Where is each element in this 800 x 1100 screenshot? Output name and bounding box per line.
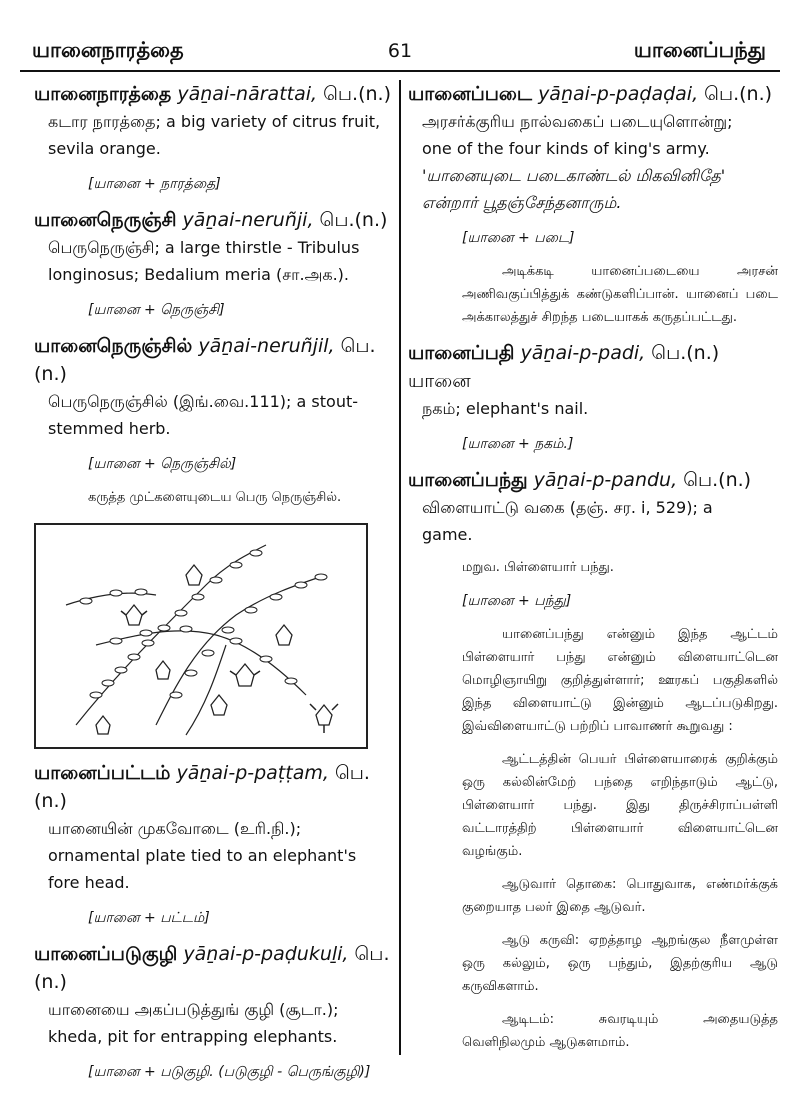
- entry-note: ஆட்டத்தின் பெயர் பிள்ளையாரைக் குறிக்கும் ஒரு கல்லின்மேற் பந்தை எறிந்தாடும் ஆட்டு, பிள்ளையார் பந்து. இது திருச்சிராப்பள்ளி வட்டாரத்திற் பிள்ளையார் விளையாட்டென வழங்கும்.: [462, 752, 778, 859]
- entry-head: [34, 759, 392, 815]
- transliteration: yāṉai-p-paḍukuḻi,: [183, 943, 349, 965]
- definition-line: அரசர்க்குரிய நால்வகைப் படையுளொன்று;: [422, 112, 733, 131]
- definition-line: யானையின் முகவோடை (உரி.நி.);: [48, 819, 302, 838]
- definition-line: விளையாட்டு வகை (தஞ். சர. i, 529); a: [422, 498, 713, 517]
- definition-line: stemmed herb.: [48, 419, 171, 438]
- entry-head: [34, 332, 392, 388]
- entry-head: [408, 80, 778, 108]
- entry-note: அடிக்கடி யானைப்படையை அரசன் அணிவகுப்பித்துக் கண்டுகளிப்பான். யானைப் படை அக்காலத்துச் சிறந்த படையாகக் கருதப்பட்டது.: [462, 264, 778, 325]
- entry-note: யானைப்பந்து என்னும் இந்த ஆட்டம் பிள்ளையார் பந்து என்னும் விளையாட்டென மொழிஞாயிறு குறித்துள்ளார்; ஊரகப் பகுதிகளில் இந்த விளையாட்டு இன்னும் ஆடப்படுகிறது. இவ்விளையாட்டு பற்றிப் பாவாணர் கூறுவது :: [462, 627, 778, 734]
- part-of-speech: பெ.(n.): [319, 209, 388, 231]
- variant-note: மறுவ. பிள்ளையார் பந்து.: [462, 560, 614, 575]
- column-divider: [399, 80, 401, 1055]
- dictionary-entry: [34, 80, 392, 194]
- definition-line: one of the four kinds of king's army.: [422, 139, 710, 158]
- headword: யானைப்படுகுழி: [34, 943, 178, 965]
- entry-note: கருத்த முட்களையுடைய பெரு நெருஞ்சில்.: [88, 490, 342, 505]
- headword: யானைப்படை: [408, 83, 533, 105]
- transliteration: yāṉai-neruñjil,: [198, 335, 335, 357]
- dictionary-entry: [408, 80, 778, 329]
- dictionary-entry: [34, 332, 392, 509]
- definition-line: பெருநெருஞ்சில் (இங்.வை.111); a stout-: [48, 392, 358, 411]
- transliteration: yāṉai-p-paḍaḍai,: [538, 83, 699, 105]
- entry-note: ஆடிடம்: சுவரடியும் அதையடுத்த வெளிநிலமும் ஆடுகளமாம்.: [462, 1012, 778, 1050]
- part-of-speech: பெ.(n.) யானை: [408, 342, 720, 392]
- definition-line: sevila orange.: [48, 139, 161, 158]
- quotation-line: என்றார் பூதஞ்சேந்தனாரும்.: [422, 193, 622, 212]
- dictionary-entry: [34, 759, 392, 928]
- etymology: [யானை + பட்டம்]: [88, 910, 210, 926]
- definition-line: பெருநெருஞ்சி; a large thirstle - Tribulus: [48, 238, 360, 257]
- entry-note: ஆடுவார் தொகை: பொதுவாக, எண்மர்க்குக் குறையாத பலர் இதை ஆடுவர்.: [462, 877, 778, 915]
- headword: யானைநெருஞ்சி: [34, 209, 177, 231]
- dictionary-entry: [408, 339, 778, 454]
- part-of-speech: பெ.(n.): [704, 83, 773, 105]
- header-right-guideword: யானைப்பந்து: [633, 38, 766, 62]
- etymology: [யானை + நெருஞ்சி]: [88, 302, 225, 318]
- entry-head: [34, 940, 392, 996]
- transliteration: yāṉai-p-pandu,: [533, 469, 678, 491]
- plant-illustration: [34, 523, 368, 749]
- etymology: [யானை + பந்து]: [462, 593, 572, 609]
- tribulus-plant-drawing: [36, 525, 366, 747]
- definition-line: யானையை அகப்படுத்துங் குழி (சூடா.);: [48, 1000, 339, 1019]
- left-column: [34, 80, 392, 1080]
- etymology: [யானை + படுகுழி. (படுகுழி - பெருங்குழி)]: [88, 1064, 371, 1080]
- entry-note: ஆடு கருவி: ஏறத்தாழ ஆறங்குல நீளமுள்ள ஒரு கல்லும், ஒரு பந்தும், இதற்குரிய ஆடு கருவிகளாம்.: [462, 933, 778, 994]
- etymology: [யானை + நெருஞ்சில்]: [88, 456, 237, 472]
- part-of-speech: பெ.(n.): [34, 762, 370, 812]
- quotation-line: 'யானையுடை படைகாண்டல் மிகவினிதே': [422, 166, 726, 185]
- transliteration: yāṉai-p-padi,: [520, 342, 646, 364]
- headword: யானைப்பதி: [408, 342, 515, 364]
- part-of-speech: பெ.(n.): [323, 83, 391, 105]
- transliteration: yāṉai-p-paṭṭam,: [176, 762, 329, 784]
- right-column: [408, 80, 778, 1070]
- part-of-speech: பெ.(n.): [34, 335, 376, 385]
- headword: யானைநாரத்தை: [34, 83, 172, 105]
- entry-head: [408, 466, 778, 494]
- dictionary-entry: [408, 466, 778, 1054]
- transliteration: yāṉai-nārattai,: [177, 83, 318, 105]
- header-left-guideword: யானைநாரத்தை: [32, 38, 184, 62]
- definition-line: நகம்; elephant's nail.: [422, 399, 589, 418]
- part-of-speech: பெ.(n.): [34, 943, 390, 993]
- transliteration: yāṉai-neruñji,: [182, 209, 314, 231]
- part-of-speech: பெ.(n.): [683, 469, 752, 491]
- headword: யானைப்பட்டம்: [34, 762, 171, 784]
- definition-line: game.: [422, 525, 473, 544]
- definition-line: longinosus; Bedalium meria (சா.அக.).: [48, 265, 349, 284]
- definition-line: fore head.: [48, 873, 130, 892]
- headword: யானைப்பந்து: [408, 469, 528, 491]
- entry-head: [408, 339, 778, 395]
- etymology: [யானை + படை]: [462, 230, 575, 246]
- headword: யானைநெருஞ்சில்: [34, 335, 193, 357]
- etymology: [யானை + நாரத்தை]: [88, 176, 221, 192]
- page-header: [20, 34, 780, 72]
- page-number: 61: [387, 40, 413, 62]
- entry-head: [34, 80, 392, 108]
- dictionary-entry: [34, 206, 392, 320]
- entry-head: [34, 206, 392, 234]
- definition-line: ornamental plate tied to an elephant's: [48, 846, 357, 865]
- definition-line: kheda, pit for entrapping elephants.: [48, 1027, 338, 1046]
- dictionary-entry: [34, 940, 392, 1082]
- etymology: [யானை + நகம்.]: [462, 436, 574, 452]
- definition-line: கடார நாரத்தை; a big variety of citrus fruit,: [48, 112, 381, 131]
